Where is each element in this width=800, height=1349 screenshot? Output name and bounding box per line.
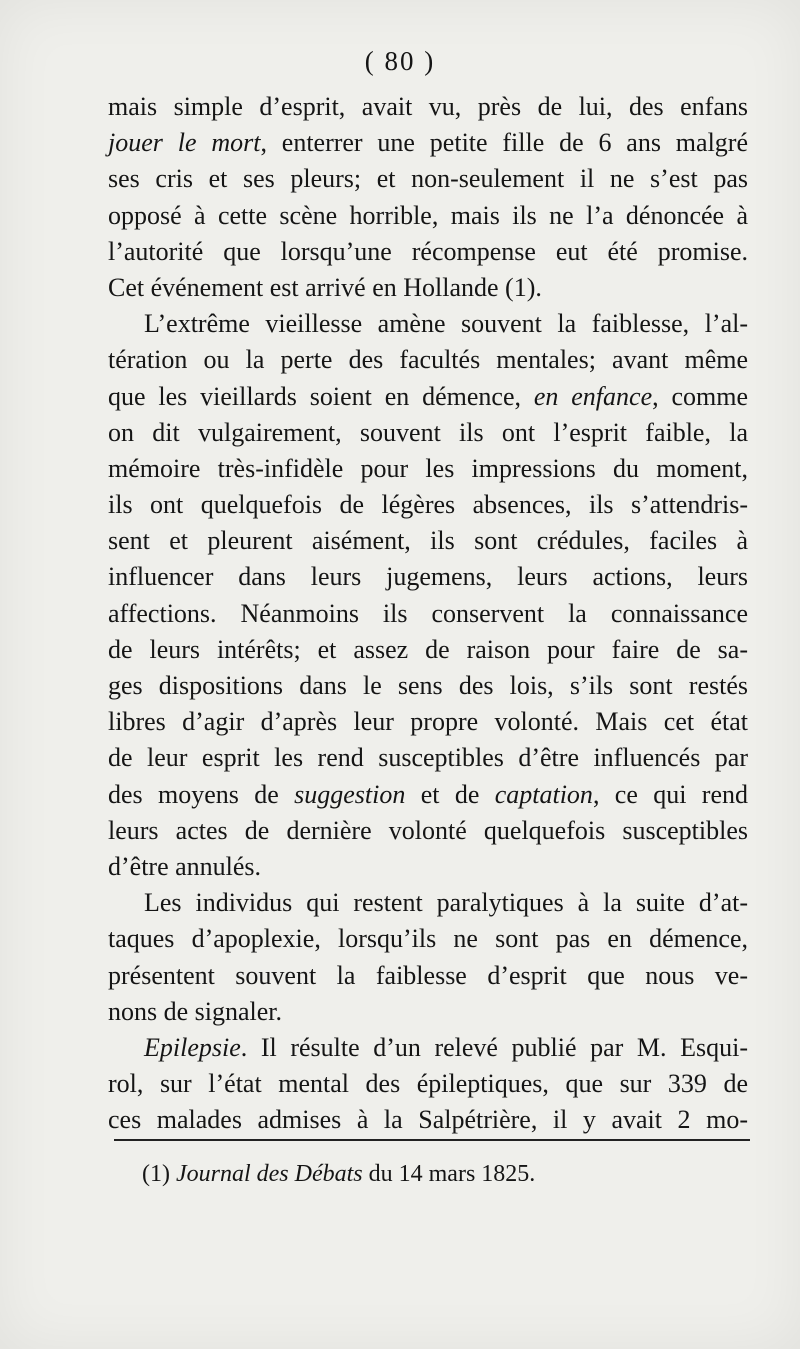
text-line: [108, 523, 748, 559]
text-line: [108, 958, 748, 994]
text-line: [108, 668, 748, 704]
text-segment: leurs actes de dernière volonté quelquefois susceptibles: [108, 815, 748, 845]
text-segment: mémoire très-infidèle pour les impressions du moment,: [108, 453, 748, 483]
italic-text: en enfance: [533, 381, 653, 411]
text-line: [108, 921, 748, 957]
text-line: [108, 1102, 748, 1138]
body-text: [108, 89, 748, 1138]
text-line: [108, 740, 748, 776]
text-segment: et de: [405, 779, 495, 809]
text-segment: on dit vulgairement, souvent ils ont l’esprit faible, la: [108, 417, 748, 447]
footnote: [142, 1158, 535, 1190]
text-segment: libres d’agir d’après leur propre volonté. Mais cet état: [108, 707, 748, 737]
italic-text: captation: [494, 779, 593, 809]
text-segment: ils ont quelquefois de légères absences, ils s’attendris-: [108, 490, 748, 520]
text-line: [108, 415, 748, 451]
text-line: [108, 270, 748, 306]
text-segment: ces malades admises à la Salpétrière, il y avait 2 mo-: [108, 1105, 748, 1135]
text-segment: que les vieillards soient en démence,: [108, 381, 534, 411]
text-line: [108, 487, 748, 523]
text-line: [108, 161, 748, 197]
footnote-rule: [114, 1139, 750, 1141]
text-segment: nons de signaler.: [108, 996, 283, 1026]
text-segment: de leurs intérêts; et assez de raison pour faire de sa-: [108, 634, 748, 664]
text-segment: présentent souvent la faiblesse d’esprit que nous ve-: [108, 960, 748, 990]
text-segment: affections. Néanmoins ils conservent la connaissance: [108, 598, 748, 628]
text-line: [108, 306, 748, 342]
text-segment: Cet événement est arrivé en Hollande (1).: [108, 272, 542, 302]
text-segment: de leur esprit les rend susceptibles d’être influencés par: [108, 743, 748, 773]
text-segment: sent et pleurent aisément, ils sont crédules, faciles à: [108, 526, 748, 556]
text-line: [108, 451, 748, 487]
text-segment: rol, sur l’état mental des épileptiques, que sur 339 de: [108, 1069, 748, 1099]
footnote-date: du 14 mars 1825.: [362, 1161, 536, 1187]
text-segment: taques d’apoplexie, lorsqu’ils ne sont pas en démence,: [108, 924, 748, 954]
text-line: [108, 596, 748, 632]
text-line: [108, 342, 748, 378]
text-line: [108, 559, 748, 595]
text-segment: des moyens de: [108, 779, 295, 809]
text-segment: , comme: [652, 381, 748, 411]
text-segment: mais simple d’esprit, avait vu, près de lui, des enfans: [108, 92, 748, 121]
text-line: [108, 125, 748, 161]
text-segment: l’autorité que lorsqu’une récompense eut été promise.: [108, 236, 748, 266]
text-line: [108, 813, 748, 849]
text-line: [108, 1066, 748, 1102]
text-segment: opposé à cette scène horrible, mais ils ne l’a dénoncée à: [108, 200, 748, 230]
text-line: [108, 994, 748, 1030]
text-segment: ges dispositions dans le sens des lois, s’ils sont restés: [108, 671, 748, 700]
text-line: [108, 632, 748, 668]
text-segment: d’être annulés.: [108, 851, 262, 881]
text-line: [108, 777, 748, 813]
text-segment: ses cris et ses pleurs; et non-seulement il ne s’est pas: [108, 164, 748, 194]
text-segment: L’extrême vieillesse amène souvent la faiblesse, l’al-: [144, 309, 748, 339]
text-line: [108, 234, 748, 270]
text-segment: , enterrer une petite fille de 6 ans malgré: [260, 128, 748, 158]
text-segment: influencer dans leurs jugemens, leurs actions, leurs: [108, 562, 748, 592]
text-line: [108, 885, 748, 921]
text-line: [108, 1030, 748, 1066]
italic-text: suggestion: [294, 779, 406, 809]
text-segment: , ce qui rend: [592, 779, 748, 809]
text-line: [108, 89, 748, 125]
footnote-source: Journal des Débats: [175, 1161, 363, 1187]
text-line: [108, 379, 748, 415]
text-line: [108, 704, 748, 740]
italic-text: Epilepsie: [144, 1032, 241, 1062]
text-line: [108, 198, 748, 234]
text-segment: . Il résulte d’un relevé publié par M. Esqui-: [240, 1032, 748, 1062]
italic-text: jouer le mort: [108, 128, 261, 158]
text-line: [108, 849, 748, 885]
text-segment: tération ou la perte des facultés mentales; avant même: [108, 345, 748, 375]
page-number: ( 80 ): [364, 46, 436, 76]
footnote-marker: (1): [142, 1161, 170, 1187]
text-segment: Les individus qui restent paralytiques à la suite d’at-: [144, 888, 748, 918]
